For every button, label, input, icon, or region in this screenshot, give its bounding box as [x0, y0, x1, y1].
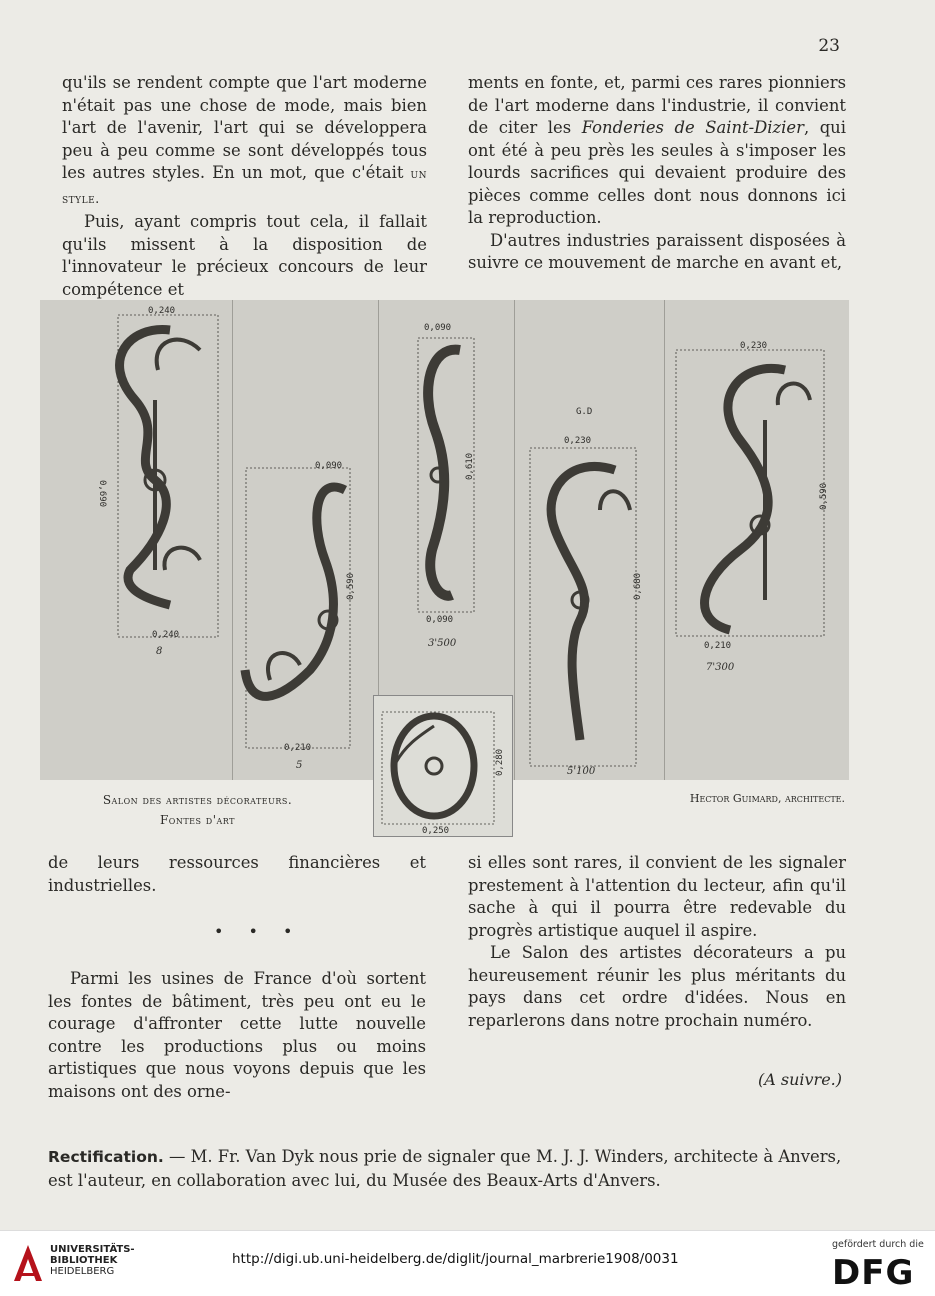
paragraph: Parmi les usines de France d'où sortent les fontes de bâtiment, très peu ont eu le courage d'affronter cette lutte nouvelle contre les productions plus ou moins artistiques que nous voyons depuis que les maisons ont des orne- — [48, 969, 426, 1101]
caption-right: Hector Guimard, architecte. — [689, 792, 845, 805]
handle-1 — [120, 330, 170, 605]
plate-mark: G.D — [576, 407, 593, 417]
library-name-line: BIBLIOTHEK — [50, 1255, 118, 1266]
dimension-label: 0,590 — [819, 482, 829, 510]
library-name-line: UNIVERSITÄTS- — [50, 1244, 135, 1255]
paragraph — [62, 72, 427, 211]
section-separator: • • • — [214, 922, 303, 941]
paragraph-text: ments en fonte, et, parmi ces rares pionniers de l'art moderne dans l'industrie, il convient de citer les — [468, 73, 846, 137]
caption-line: Salon des artistes décorateurs. — [102, 793, 293, 807]
handle-1-ornament — [157, 340, 200, 370]
keyhole-icon — [426, 758, 442, 774]
paragraph: Puis, ayant compris tout cela, il fallait qu'ils missent à la disposition de l'innovateur le précieux concours de leur compétence et — [62, 212, 427, 299]
footer-bar — [0, 1230, 935, 1296]
dimension-label: 0,250 — [422, 826, 450, 836]
dimension-box — [676, 350, 824, 636]
escutcheon-photo — [373, 695, 513, 837]
paragraph-text: qu'ils se rendent compte que l'art moderne n'était pas une chose de mode, mais bien l'art de l'avenir, l'art qui se développera peu à peu comme se sont développés tous les autres styles. En un mot, que c'était — [62, 73, 427, 182]
dimension-label: 0,090 — [315, 461, 343, 471]
university-logo-icon[interactable] — [12, 1243, 44, 1283]
plate-number: 5'100 — [567, 766, 596, 777]
left-column-top — [62, 72, 427, 301]
plate-number: 3'500 — [428, 638, 457, 649]
paragraph: D'autres industries paraissent disposées à suivre ce mouvement de marche en avant et, — [468, 230, 846, 272]
dimension-label: 0,090 — [426, 615, 454, 625]
page-number: 23 — [818, 36, 840, 56]
plate-number: 7'300 — [706, 662, 735, 673]
dimension-label: 0,690 — [97, 480, 107, 508]
italic-text: Fonderies de Saint-Dizier — [581, 118, 804, 137]
dimension-label: 0,230 — [740, 341, 768, 351]
dimension-label: 0,230 — [564, 436, 592, 446]
paragraph: de leurs ressources financières et industrielles. — [48, 853, 426, 895]
paragraph: si elles sont rares, il convient de les signaler prestement à l'attention du lecteur, afin qu'il sache à qui il pourra être redevable du progrès artistique auquel il aspire. — [468, 853, 846, 940]
dimension-label: 0,590 — [346, 572, 356, 600]
permalink-url[interactable]: http://digi.ub.uni-heidelberg.de/diglit/journal_marbrerie1908/0031 — [232, 1251, 679, 1267]
left-column-bottom-2 — [48, 968, 426, 1103]
paragraph — [468, 72, 846, 230]
small-caps-text: un style. — [62, 167, 427, 207]
dimension-label: 0,240 — [152, 630, 180, 640]
caption-left — [60, 790, 335, 830]
escutcheon-outline — [394, 716, 474, 816]
dimension-label: 0,240 — [148, 306, 176, 316]
dimension-label: 0,090 — [424, 323, 452, 333]
dimension-label: 0,280 — [495, 748, 505, 776]
handle-5-ornament — [778, 384, 810, 405]
caption-line: Fontes d'art — [159, 813, 236, 827]
library-name[interactable] — [50, 1244, 135, 1277]
right-column-top — [468, 72, 846, 275]
sponsor-text: gefördert durch die — [832, 1239, 924, 1250]
right-column-bottom — [468, 852, 846, 1032]
library-name-line: HEIDELBERG — [50, 1266, 115, 1277]
handle-2-ornament — [268, 653, 300, 680]
handle-2 — [245, 487, 345, 696]
handle-5 — [705, 368, 785, 630]
left-column-bottom — [48, 852, 426, 897]
handle-4-ornament — [600, 491, 630, 510]
paragraph: Le Salon des artistes décorateurs a pu heureusement réunir les plus méritants du pays dans cet ordre d'idées. Nous en reparlerons dans notre prochain numéro. — [468, 943, 846, 1030]
rectification-title: Rectification. — [48, 1148, 164, 1166]
rectification-text: — M. Fr. Van Dyk nous prie de signaler que M. J. J. Winders, architecte à Anvers, est l'auteur, en collaboration avec lui, du Musée des Beaux-Arts d'Anvers. — [48, 1147, 842, 1190]
paragraph-text: , qui ont été à peu près les seules à s'imposer les lourds sacrifices qui devaient produire des pièces comme celles dont nous donnons ici la reproduction. — [468, 118, 846, 227]
escutcheon-illustration — [374, 696, 512, 836]
dimension-label: 0,210 — [284, 743, 312, 753]
a-suivre: (A suivre.) — [758, 1070, 842, 1089]
dimension-label: 0,610 — [465, 452, 475, 480]
dimension-label: 0,210 — [704, 641, 732, 651]
plate-number: 5 — [296, 760, 303, 771]
handle-4 — [551, 466, 615, 740]
dfg-logo[interactable]: DFG — [832, 1253, 915, 1293]
rectification-note — [48, 1145, 848, 1193]
handle-1-ornament — [164, 548, 200, 570]
dimension-label: 0,680 — [633, 572, 643, 600]
plate-number: 8 — [156, 646, 163, 657]
